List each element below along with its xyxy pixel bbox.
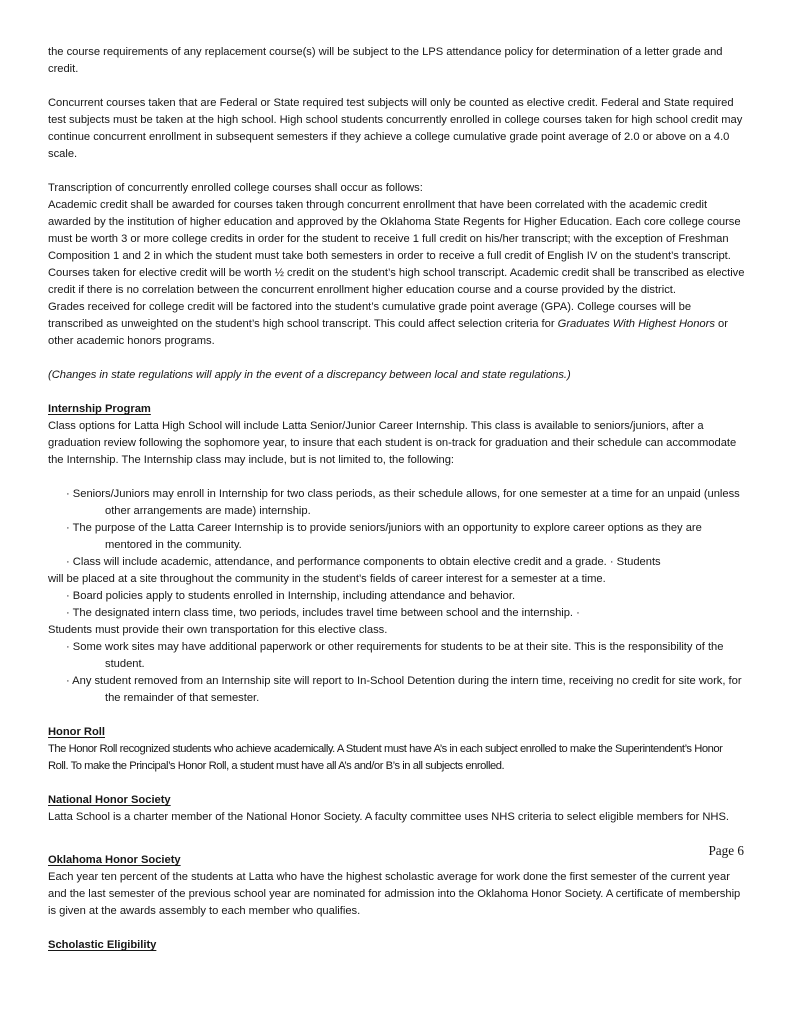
heading-honor-roll: Honor Roll [48, 726, 105, 738]
paragraph-elective-credit-half: Courses taken for elective credit will be worth ½ credit on the student’s high school transcript. Academic credit shall be transcribed as elective credit if there is no correlation between the concurrent enrollment higher education course and a course provided by the district. [48, 267, 745, 296]
paragraph-internship-intro: Class options for Latta High School will include Latta Senior/Junior Career Internship. This class is available to seniors/juniors, after a graduation review following the sophomore year, to insure that each student is on-track for graduation and their schedule can accommodate the Internship. The Internship class may include, but is not limited to, the following: [48, 420, 737, 466]
paragraph-honor-roll: The Honor Roll recognized students who achieve academically. A Student must have A’s in each subject enrolled to make the Superintendent’s Honor Roll. To make the Principal’s Honor Roll, a student must have all A’s and/or B’s in all subjects enrolled. [48, 743, 723, 772]
heading-oklahoma-honor-society: Oklahoma Honor Society [48, 854, 181, 866]
heading-scholastic-eligibility: Scholastic Eligibility [48, 939, 157, 951]
section-spacer [48, 775, 745, 792]
paragraph-spacer [48, 78, 745, 95]
page-number: Page 6 [708, 843, 744, 858]
heading-scholastic-eligibility-wrap [48, 937, 745, 954]
paragraph-oklahoma-honor-society: Each year ten percent of the students at Latta who have the highest scholastic average for work done the first semester of the current year and the last semester of the previous school year are nominated for admission into the Oklahoma Honor Society. A certificate of membership is given at the awards assembly to each member who qualifies. [48, 871, 741, 917]
heading-oklahoma-honor-society-wrap [48, 852, 745, 869]
list-item-board-policies: · Board policies apply to students enrolled in Internship, including attendance and behavior. [66, 590, 516, 602]
heading-national-honor-society-wrap [48, 792, 745, 809]
section-spacer [48, 920, 745, 937]
graduates-with-highest-honors-emphasis: Graduates With Highest Honors [557, 318, 715, 330]
list-item-enroll-two-periods: · Seniors/Juniors may enroll in Internship for two class periods, as their schedule allows, for one semester at a time for an unpaid (unless other arrangements are made) internship. [66, 488, 740, 517]
list-item-removed-from-site: · Any student removed from an Internship site will report to In-School Detention during the intern time, receiving no credit for site work, for the remainder of that semester. [66, 675, 742, 704]
paragraph-concurrent-courses-elective-credit: Concurrent courses taken that are Federal or State required test subjects will only be counted as elective credit. Federal and State required test subjects must be taken at the high school. High school students concurrently enrolled in college courses taken for high school credit may continue concurrent enrollment in subsequent semesters if they achieve a college cumulative grade point average of 2.0 or above on a 4.0 scale. [48, 97, 743, 160]
section-spacer [48, 843, 745, 852]
paragraph-state-regulations-note: (Changes in state regulations will apply in the event of a discrepancy between local and state regulations.) [48, 369, 571, 381]
heading-honor-roll-wrap [48, 724, 745, 741]
list-spacer [48, 469, 745, 486]
paragraph-spacer [48, 350, 745, 367]
grades-gpa-text-tail: or other academic honors programs. [48, 318, 728, 347]
paragraph-replacement-course: the course requirements of any replacement course(s) will be subject to the LPS attendance policy for determination of a letter grade and credit. [48, 46, 723, 75]
list-internship-details [48, 486, 745, 707]
list-item-intern-class-time: · The designated intern class time, two periods, includes travel time between school and the internship. · [66, 607, 580, 619]
heading-national-honor-society: National Honor Society [48, 794, 171, 806]
heading-internship-program-wrap [48, 401, 745, 418]
heading-internship-program: Internship Program [48, 403, 151, 415]
list-item-purpose-explore-careers: · The purpose of the Latta Career Internship is to provide seniors/juniors with an opportunity to explore career options as they are mentored in the community. [66, 522, 702, 551]
paragraph-transcription-intro: Transcription of concurrently enrolled college courses shall occur as follows: [48, 182, 423, 194]
list-item-placement-site: will be placed at a site throughout the community in the student’s fields of career interest for a semester at a time. [48, 573, 606, 585]
paragraph-spacer [48, 163, 745, 180]
section-spacer [48, 826, 745, 843]
paragraph-academic-credit-awarded: Academic credit shall be awarded for courses taken through concurrent enrollment that have been correlated with the academic credit awarded by the institution of higher education and approved by the Oklahoma State Regents for Higher Education. Each core college course must be worth 3 or more college credits in order for the student to receive 1 full credit on his/her transcript; with the exception of Freshman Composition 1 and 2 in which the student must take both semesters in order to receive a full credit of English IV on the student’s transcript. [48, 199, 741, 262]
list-item-class-components: · Class will include academic, attendance, and performance components to obtain elective credit and a grade. · Students [66, 556, 661, 568]
document-body [48, 44, 745, 954]
paragraph-national-honor-society: Latta School is a charter member of the National Honor Society. A faculty committee uses NHS criteria to select eligible members for NHS. [48, 811, 730, 823]
paragraph-spacer [48, 384, 745, 401]
section-spacer [48, 707, 745, 724]
grades-gpa-text-lead: Grades received for college credit will be factored into the student’s cumulative grade point average (GPA). College courses will be transcribed as unweighted on the student’s high school transcript. This could affect selection criteria for [48, 301, 692, 330]
paragraph-grades-gpa [48, 299, 745, 350]
list-item-work-site-paperwork: · Some work sites may have additional paperwork or other requirements for students to be at their site. This is the responsibility of the student. [66, 641, 724, 670]
list-item-own-transportation: Students must provide their own transportation for this elective class. [48, 624, 388, 636]
